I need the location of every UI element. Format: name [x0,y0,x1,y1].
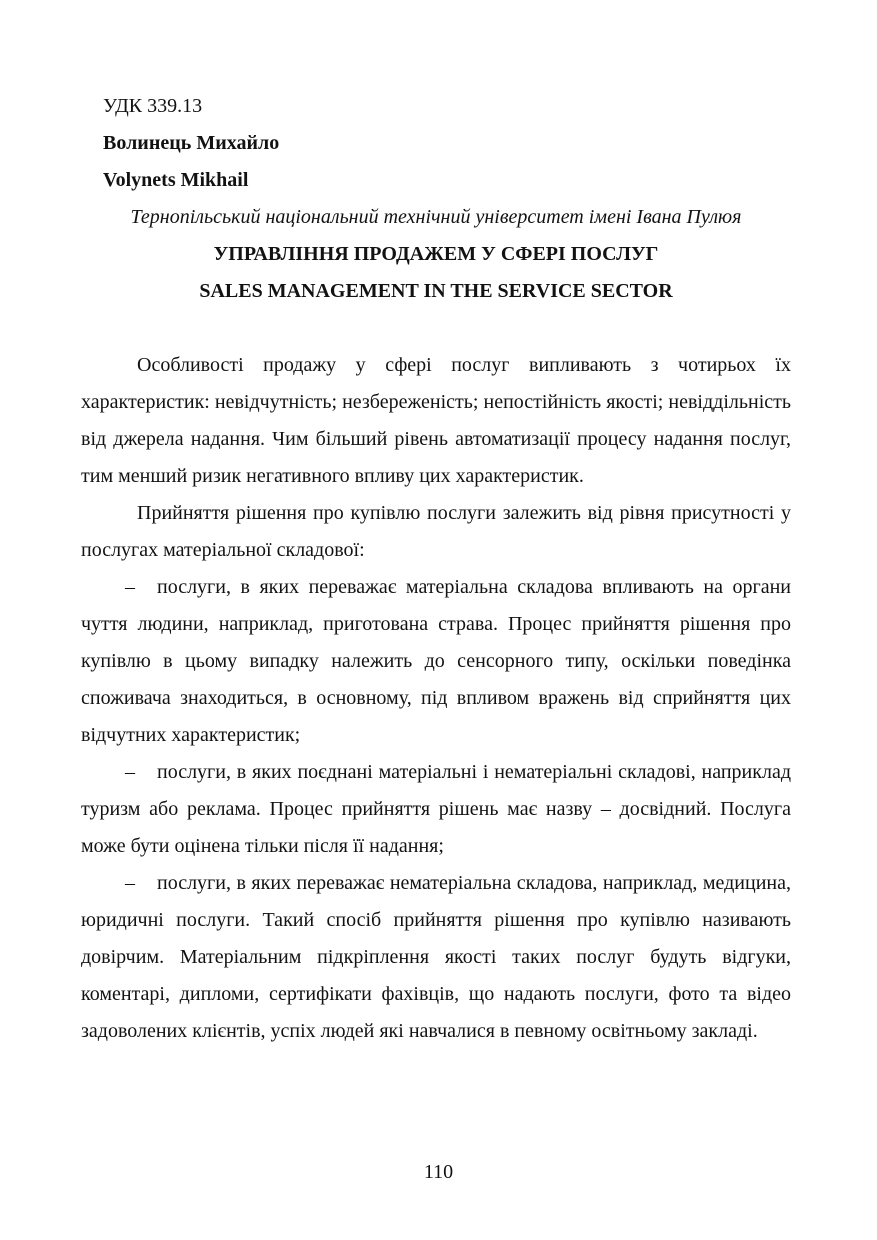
bullet-dash-marker: – [125,872,135,894]
author-name-en: Volynets Mikhail [103,169,249,191]
paragraph-intro: Особливості продажу у сфері послуг випливають з чотирьох їх характеристик: невідчутність; незбереженість; непостійність якості; невіддільність від джерела надання. Чим більший рівень автоматизації процесу надання послуг, тим менший ризик негативного впливу цих характеристик. [81,354,791,487]
author-name-uk: Волинець Михайло [103,132,280,154]
bullet-item-text: послуги, в яких переважає нематеріальна складова, наприклад, медицина, юридичні послуги. Такий спосіб прийняття рішення про купівлю називають довірчим. Матеріальним підкріплення якості таких послуг будуть відгуки, коментарі, дипломи, сертифікати фахівців, що надають послуги, фото та відео задоволених клієнтів, успіх людей які навчалися в певному освітньому закладі. [81,872,791,1042]
bullet-dash-marker: – [125,576,135,598]
page-number: 110 [423,1161,454,1183]
udc-code: УДК 339.13 [103,95,203,117]
bullet-item-immaterial [81,865,791,1050]
paragraph-decision: Прийняття рішення про купівлю послуги залежить від рівня присутності у послугах матеріальної складової: [81,502,791,561]
page-content [81,88,791,1050]
bullet-dash-marker: – [125,761,135,783]
article-title-en: SALES MANAGEMENT IN THE SERVICE SECTOR [199,280,673,302]
bullet-item-material [81,569,791,754]
bullet-item-mixed [81,754,791,865]
affiliation: Тернопільський національний технічний університет імені Івана Пулюя [130,206,742,228]
bullet-item-text: послуги, в яких переважає матеріальна складова впливають на органи чуття людини, наприклад, приготована страва. Процес прийняття рішення про купівлю в цьому випадку належить до сенсорного типу, оскільки поведінка споживача знаходиться, в основному, під впливом вражень від сприйняття цих відчутних характеристик; [81,576,791,746]
article-title-uk: УПРАВЛІННЯ ПРОДАЖЕМ У СФЕРІ ПОСЛУГ [213,243,659,265]
bullet-item-text: послуги, в яких поєднані матеріальні і нематеріальні складові, наприклад туризм або реклама. Процес прийняття рішень має назву – досвідний. Послуга може бути оцінена тільки після її надання; [81,761,791,857]
blank-line [81,310,791,347]
